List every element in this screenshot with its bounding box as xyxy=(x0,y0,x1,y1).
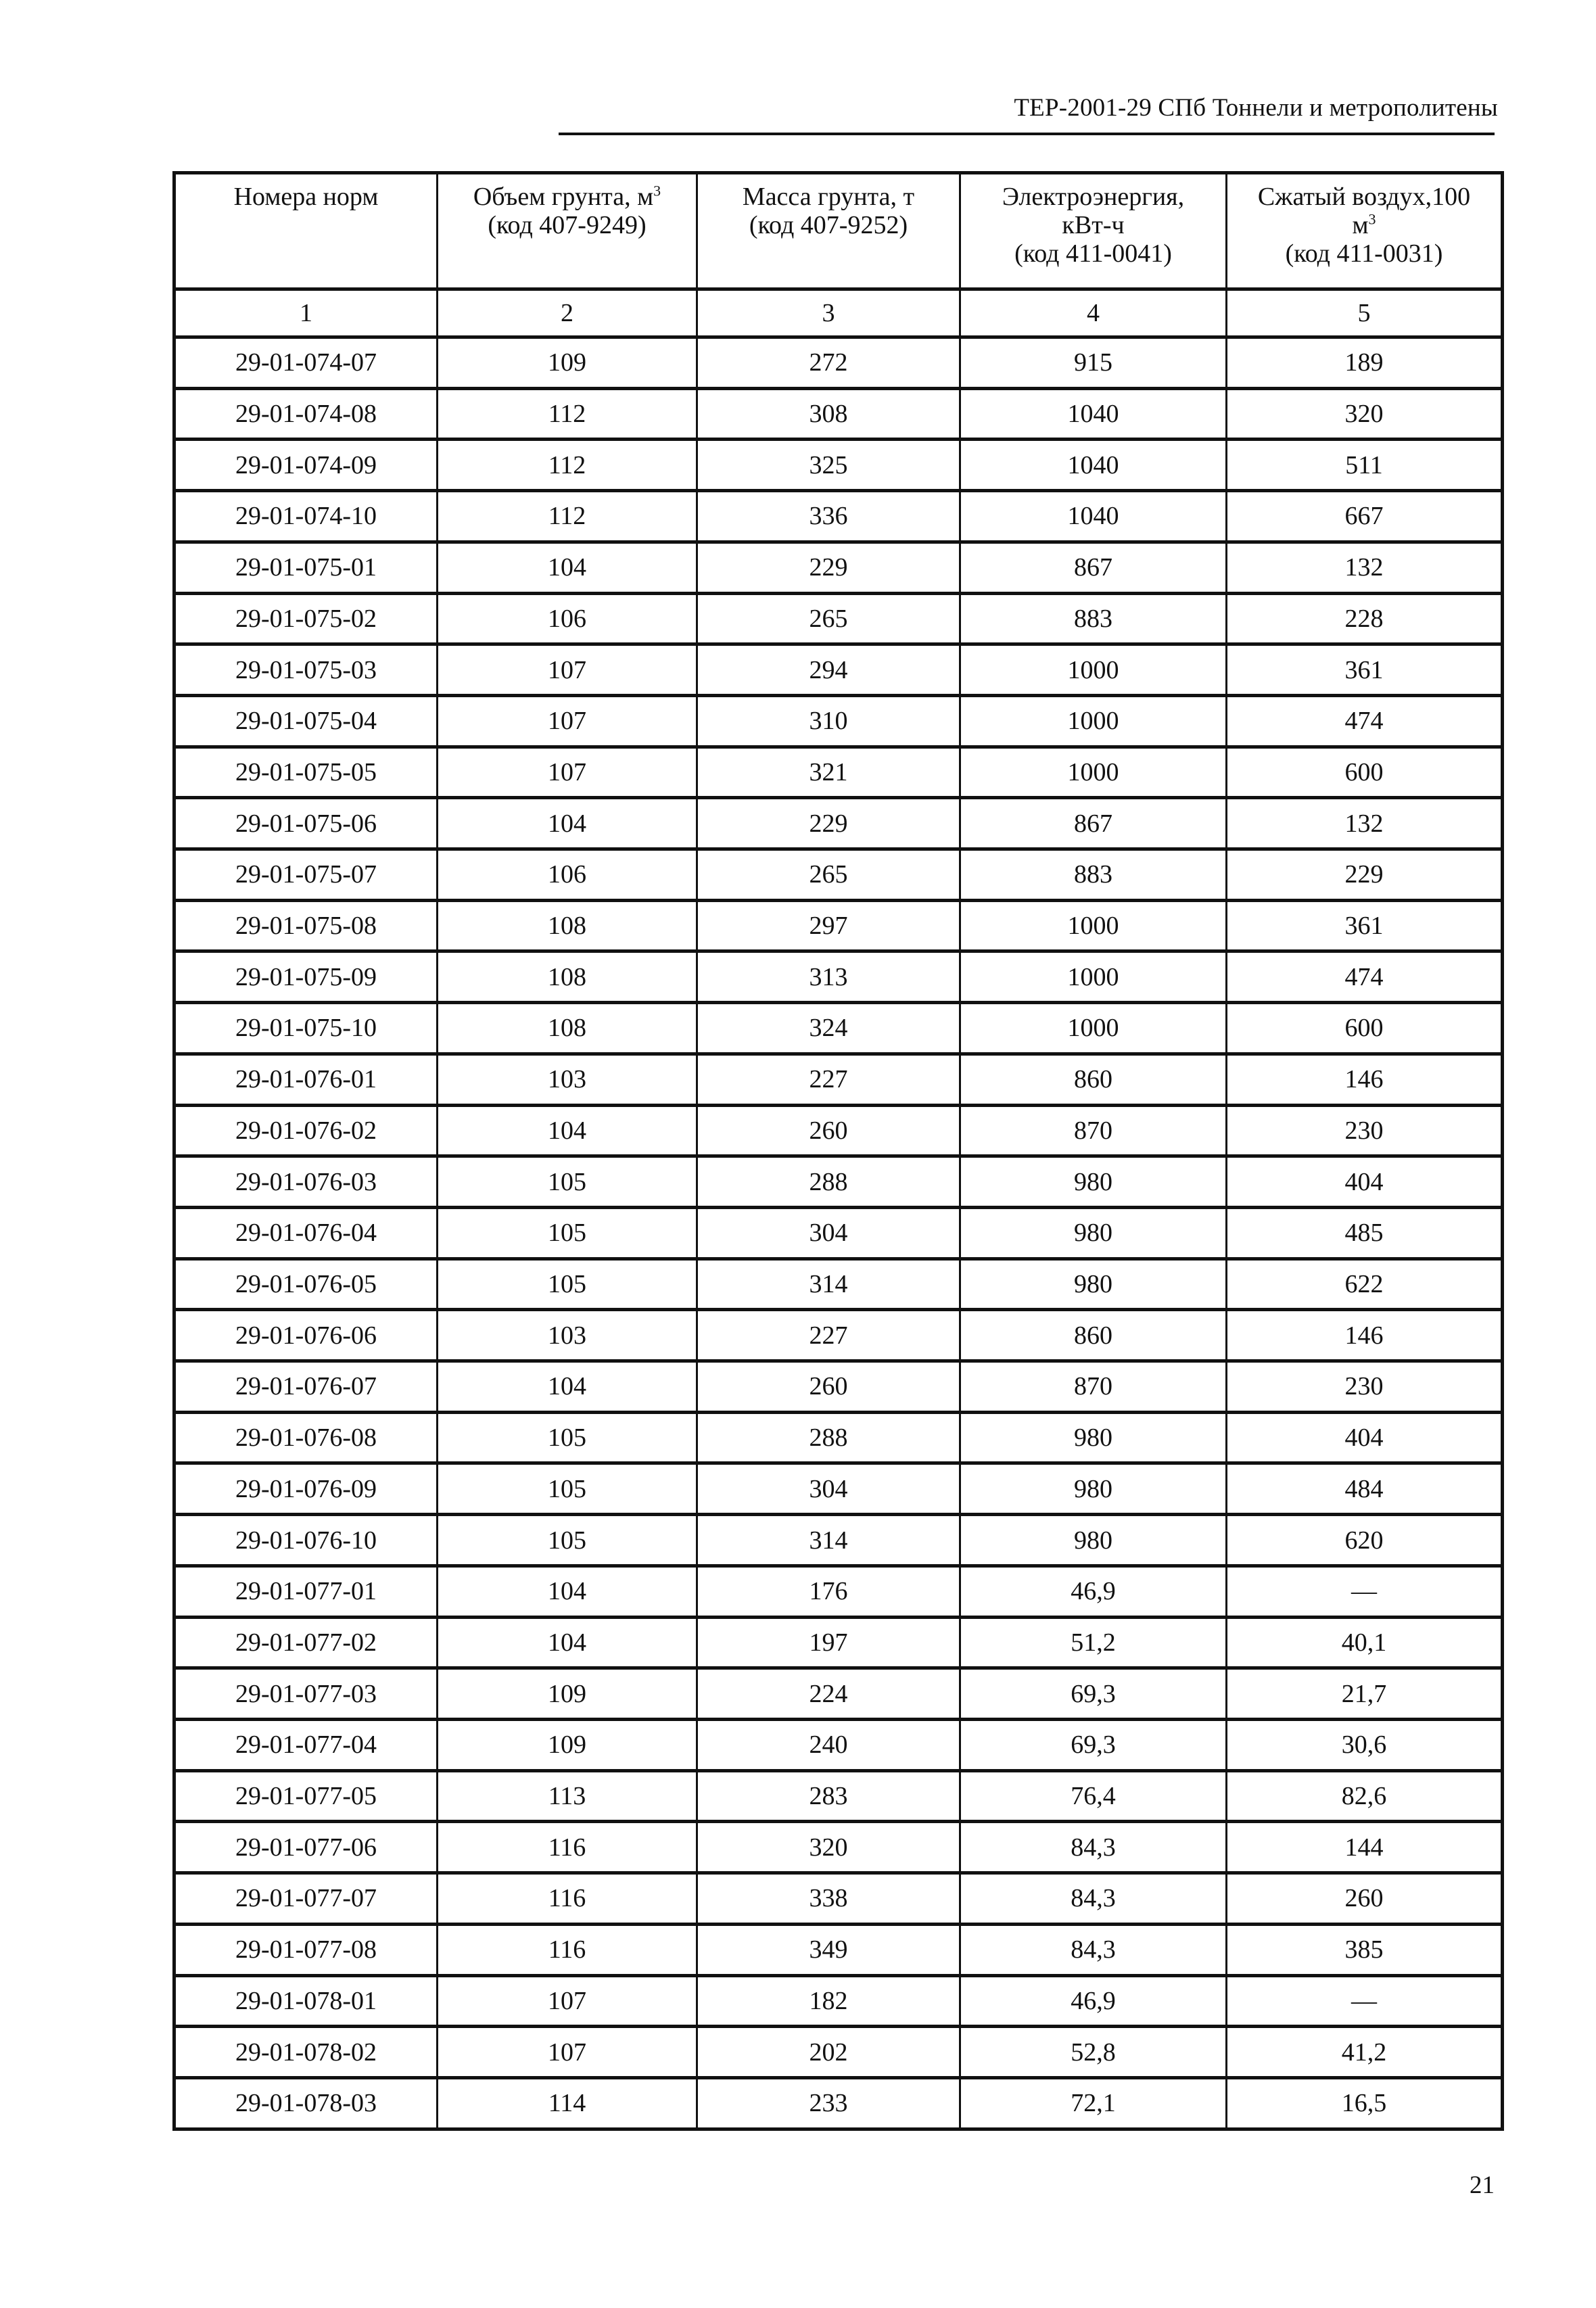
compressed-air-cell: 622 xyxy=(1227,1258,1503,1310)
soil-volume-cell: 104 xyxy=(438,1617,697,1668)
soil-mass-cell: 325 xyxy=(697,440,960,491)
norm-number-cell: 29-01-076-05 xyxy=(174,1258,438,1310)
column-number: 2 xyxy=(438,289,697,337)
soil-volume-cell: 116 xyxy=(438,1924,697,1975)
norm-number-cell: 29-01-078-03 xyxy=(174,2077,438,2129)
column-number: 5 xyxy=(1227,289,1503,337)
compressed-air-cell: 485 xyxy=(1227,1207,1503,1258)
soil-mass-cell: 229 xyxy=(697,798,960,849)
table-row xyxy=(174,1565,1503,1617)
soil-mass-cell: 314 xyxy=(697,1515,960,1566)
compressed-air-cell: 667 xyxy=(1227,491,1503,542)
soil-mass-cell: 224 xyxy=(697,1668,960,1720)
table-row xyxy=(174,337,1503,389)
table-row xyxy=(174,644,1503,696)
compressed-air-cell: 474 xyxy=(1227,695,1503,747)
compressed-air-cell: 484 xyxy=(1227,1463,1503,1515)
compressed-air-cell: 600 xyxy=(1227,1003,1503,1054)
norm-number-cell: 29-01-077-05 xyxy=(174,1770,438,1822)
norm-number-cell: 29-01-076-09 xyxy=(174,1463,438,1515)
electricity-cell: 84,3 xyxy=(960,1873,1227,1925)
norm-number-cell: 29-01-076-02 xyxy=(174,1105,438,1156)
compressed-air-cell: 230 xyxy=(1227,1361,1503,1413)
table-row xyxy=(174,1822,1503,1873)
electricity-cell: 980 xyxy=(960,1207,1227,1258)
soil-mass-cell: 265 xyxy=(697,849,960,901)
electricity-cell: 1000 xyxy=(960,644,1227,696)
compressed-air-cell: 228 xyxy=(1227,593,1503,644)
soil-volume-cell: 109 xyxy=(438,1719,697,1770)
table-row xyxy=(174,1975,1503,2027)
table-row xyxy=(174,491,1503,542)
electricity-cell: 870 xyxy=(960,1361,1227,1413)
soil-mass-cell: 349 xyxy=(697,1924,960,1975)
compressed-air-cell: 229 xyxy=(1227,849,1503,901)
header-line xyxy=(438,183,696,211)
electricity-cell: 867 xyxy=(960,542,1227,593)
soil-volume-cell: 104 xyxy=(438,542,697,593)
soil-mass-cell: 313 xyxy=(697,951,960,1003)
header-line: кВт-ч xyxy=(1062,211,1125,239)
soil-volume-cell: 103 xyxy=(438,1054,697,1105)
norm-number-cell: 29-01-074-09 xyxy=(174,440,438,491)
column-header-norm-numbers xyxy=(174,173,438,289)
soil-mass-cell: 320 xyxy=(697,1822,960,1873)
compressed-air-cell: 260 xyxy=(1227,1873,1503,1925)
soil-mass-cell: 260 xyxy=(697,1361,960,1413)
electricity-cell: 72,1 xyxy=(960,2077,1227,2129)
table-row xyxy=(174,1719,1503,1770)
electricity-cell: 69,3 xyxy=(960,1668,1227,1720)
table-row xyxy=(174,900,1503,951)
electricity-cell: 84,3 xyxy=(960,1924,1227,1975)
table-row xyxy=(174,1412,1503,1463)
soil-mass-cell: 265 xyxy=(697,593,960,644)
electricity-cell: 1040 xyxy=(960,491,1227,542)
table-row xyxy=(174,849,1503,901)
compressed-air-cell: 320 xyxy=(1227,388,1503,440)
norm-number-cell: 29-01-075-04 xyxy=(174,695,438,747)
soil-volume-cell: 107 xyxy=(438,1975,697,2027)
soil-volume-cell: 107 xyxy=(438,644,697,696)
electricity-cell: 883 xyxy=(960,849,1227,901)
norm-number-cell: 29-01-076-04 xyxy=(174,1207,438,1258)
soil-mass-cell: 297 xyxy=(697,900,960,951)
soil-volume-cell: 114 xyxy=(438,2077,697,2129)
table-row xyxy=(174,1207,1503,1258)
header-rule xyxy=(559,133,1495,135)
soil-volume-cell: 106 xyxy=(438,593,697,644)
compressed-air-cell: 144 xyxy=(1227,1822,1503,1873)
norm-number-cell: 29-01-076-01 xyxy=(174,1054,438,1105)
soil-volume-cell: 105 xyxy=(438,1412,697,1463)
norm-number-cell: 29-01-075-09 xyxy=(174,951,438,1003)
table-row xyxy=(174,747,1503,798)
compressed-air-cell: 361 xyxy=(1227,644,1503,696)
soil-mass-cell: 314 xyxy=(697,1258,960,1310)
soil-volume-cell: 108 xyxy=(438,951,697,1003)
header-line: Масса грунта, т xyxy=(742,183,915,211)
column-number: 3 xyxy=(697,289,960,337)
electricity-cell: 883 xyxy=(960,593,1227,644)
electricity-cell: 980 xyxy=(960,1463,1227,1515)
soil-mass-cell: 336 xyxy=(697,491,960,542)
column-number-row xyxy=(174,289,1503,337)
norm-number-cell: 29-01-074-10 xyxy=(174,491,438,542)
soil-mass-cell: 233 xyxy=(697,2077,960,2129)
column-header-compressed-air xyxy=(1227,173,1503,289)
norm-number-cell: 29-01-077-03 xyxy=(174,1668,438,1720)
norm-number-cell: 29-01-074-07 xyxy=(174,337,438,389)
column-header-soil-volume xyxy=(438,173,697,289)
electricity-cell: 980 xyxy=(960,1412,1227,1463)
compressed-air-cell: 21,7 xyxy=(1227,1668,1503,1720)
electricity-cell: 1000 xyxy=(960,900,1227,951)
column-header-electricity xyxy=(960,173,1227,289)
electricity-cell: 46,9 xyxy=(960,1565,1227,1617)
table-row xyxy=(174,440,1503,491)
soil-volume-cell: 116 xyxy=(438,1822,697,1873)
norm-number-cell: 29-01-078-01 xyxy=(174,1975,438,2027)
soil-volume-cell: 113 xyxy=(438,1770,697,1822)
table-row xyxy=(174,1361,1503,1413)
soil-mass-cell: 260 xyxy=(697,1105,960,1156)
soil-volume-cell: 108 xyxy=(438,1003,697,1054)
electricity-cell: 1040 xyxy=(960,440,1227,491)
table-row xyxy=(174,798,1503,849)
electricity-cell: 76,4 xyxy=(960,1770,1227,1822)
table-row xyxy=(174,1003,1503,1054)
soil-volume-cell: 104 xyxy=(438,798,697,849)
header-text: Объем грунта, м xyxy=(473,183,654,211)
table-row xyxy=(174,593,1503,644)
electricity-cell: 980 xyxy=(960,1258,1227,1310)
header-line xyxy=(1227,211,1501,239)
compressed-air-cell: 146 xyxy=(1227,1310,1503,1361)
soil-mass-cell: 197 xyxy=(697,1617,960,1668)
electricity-cell: 860 xyxy=(960,1054,1227,1105)
compressed-air-cell: 474 xyxy=(1227,951,1503,1003)
table-row xyxy=(174,1515,1503,1566)
norm-number-cell: 29-01-076-07 xyxy=(174,1361,438,1413)
table-row xyxy=(174,1873,1503,1925)
soil-volume-cell: 109 xyxy=(438,1668,697,1720)
norm-number-cell: 29-01-075-08 xyxy=(174,900,438,951)
table-row xyxy=(174,388,1503,440)
norm-number-cell: 29-01-075-02 xyxy=(174,593,438,644)
header-line: Сжатый воздух,100 xyxy=(1257,183,1471,211)
table-row xyxy=(174,951,1503,1003)
soil-volume-cell: 107 xyxy=(438,2027,697,2078)
table-row xyxy=(174,1310,1503,1361)
compressed-air-cell: 41,2 xyxy=(1227,2027,1503,2078)
column-number: 4 xyxy=(960,289,1227,337)
soil-mass-cell: 310 xyxy=(697,695,960,747)
electricity-cell: 69,3 xyxy=(960,1719,1227,1770)
electricity-cell: 52,8 xyxy=(960,2027,1227,2078)
norm-number-cell: 29-01-075-03 xyxy=(174,644,438,696)
electricity-cell: 1040 xyxy=(960,388,1227,440)
table-row xyxy=(174,2027,1503,2078)
header-code: (код 407-9252) xyxy=(749,211,908,239)
soil-volume-cell: 107 xyxy=(438,695,697,747)
norm-number-cell: 29-01-076-08 xyxy=(174,1412,438,1463)
column-header-soil-mass xyxy=(697,173,960,289)
table-row xyxy=(174,1054,1503,1105)
soil-volume-cell: 109 xyxy=(438,337,697,389)
electricity-cell: 84,3 xyxy=(960,1822,1227,1873)
electricity-cell: 51,2 xyxy=(960,1617,1227,1668)
soil-volume-cell: 116 xyxy=(438,1873,697,1925)
compressed-air-cell: 132 xyxy=(1227,798,1503,849)
soil-mass-cell: 227 xyxy=(697,1310,960,1361)
superscript: 3 xyxy=(653,182,661,199)
table-row xyxy=(174,2077,1503,2129)
table-header-row xyxy=(174,173,1503,289)
compressed-air-cell: 16,5 xyxy=(1227,2077,1503,2129)
norm-number-cell: 29-01-075-01 xyxy=(174,542,438,593)
norm-number-cell: 29-01-075-10 xyxy=(174,1003,438,1054)
electricity-cell: 980 xyxy=(960,1515,1227,1566)
soil-volume-cell: 103 xyxy=(438,1310,697,1361)
soil-mass-cell: 176 xyxy=(697,1565,960,1617)
soil-mass-cell: 338 xyxy=(697,1873,960,1925)
soil-volume-cell: 104 xyxy=(438,1105,697,1156)
compressed-air-cell: 511 xyxy=(1227,440,1503,491)
compressed-air-cell: 385 xyxy=(1227,1924,1503,1975)
soil-mass-cell: 294 xyxy=(697,644,960,696)
table-row xyxy=(174,1770,1503,1822)
soil-mass-cell: 321 xyxy=(697,747,960,798)
compressed-air-cell: — xyxy=(1227,1565,1503,1617)
compressed-air-cell: 189 xyxy=(1227,337,1503,389)
norms-table xyxy=(172,171,1504,2131)
norm-number-cell: 29-01-075-05 xyxy=(174,747,438,798)
table-row xyxy=(174,695,1503,747)
compressed-air-cell: 230 xyxy=(1227,1105,1503,1156)
electricity-cell: 870 xyxy=(960,1105,1227,1156)
header-text: м xyxy=(1352,211,1369,239)
header-line: Номера норм xyxy=(233,183,379,211)
soil-mass-cell: 272 xyxy=(697,337,960,389)
table-row xyxy=(174,1105,1503,1156)
norm-number-cell: 29-01-076-03 xyxy=(174,1156,438,1208)
header-code: (код 407-9249) xyxy=(488,211,647,239)
norm-number-cell: 29-01-077-06 xyxy=(174,1822,438,1873)
compressed-air-cell: 40,1 xyxy=(1227,1617,1503,1668)
norm-number-cell: 29-01-075-07 xyxy=(174,849,438,901)
table-row xyxy=(174,1668,1503,1720)
norm-number-cell: 29-01-076-06 xyxy=(174,1310,438,1361)
table-row xyxy=(174,1924,1503,1975)
electricity-cell: 980 xyxy=(960,1156,1227,1208)
soil-mass-cell: 308 xyxy=(697,388,960,440)
table-body xyxy=(174,337,1503,2129)
soil-mass-cell: 324 xyxy=(697,1003,960,1054)
compressed-air-cell: 146 xyxy=(1227,1054,1503,1105)
soil-volume-cell: 106 xyxy=(438,849,697,901)
compressed-air-cell: 30,6 xyxy=(1227,1719,1503,1770)
norm-number-cell: 29-01-077-08 xyxy=(174,1924,438,1975)
norm-number-cell: 29-01-077-02 xyxy=(174,1617,438,1668)
table-row xyxy=(174,1617,1503,1668)
soil-mass-cell: 202 xyxy=(697,2027,960,2078)
soil-mass-cell: 304 xyxy=(697,1207,960,1258)
compressed-air-cell: 404 xyxy=(1227,1412,1503,1463)
soil-volume-cell: 105 xyxy=(438,1258,697,1310)
document-header-title: ТЕР-2001-29 СПб Тоннели и метрополитены xyxy=(1014,94,1498,122)
soil-mass-cell: 229 xyxy=(697,542,960,593)
compressed-air-cell: 404 xyxy=(1227,1156,1503,1208)
soil-mass-cell: 288 xyxy=(697,1412,960,1463)
soil-volume-cell: 105 xyxy=(438,1156,697,1208)
soil-volume-cell: 105 xyxy=(438,1463,697,1515)
soil-mass-cell: 304 xyxy=(697,1463,960,1515)
compressed-air-cell: 82,6 xyxy=(1227,1770,1503,1822)
superscript: 3 xyxy=(1368,210,1376,228)
electricity-cell: 1000 xyxy=(960,695,1227,747)
norm-number-cell: 29-01-077-01 xyxy=(174,1565,438,1617)
soil-mass-cell: 288 xyxy=(697,1156,960,1208)
electricity-cell: 1000 xyxy=(960,747,1227,798)
electricity-cell: 867 xyxy=(960,798,1227,849)
norm-number-cell: 29-01-078-02 xyxy=(174,2027,438,2078)
soil-volume-cell: 104 xyxy=(438,1565,697,1617)
electricity-cell: 915 xyxy=(960,337,1227,389)
electricity-cell: 1000 xyxy=(960,1003,1227,1054)
compressed-air-cell: 620 xyxy=(1227,1515,1503,1566)
soil-volume-cell: 108 xyxy=(438,900,697,951)
soil-mass-cell: 182 xyxy=(697,1975,960,2027)
norm-number-cell: 29-01-077-07 xyxy=(174,1873,438,1925)
soil-mass-cell: 227 xyxy=(697,1054,960,1105)
compressed-air-cell: 361 xyxy=(1227,900,1503,951)
electricity-cell: 1000 xyxy=(960,951,1227,1003)
header-line: Электроэнергия, xyxy=(1002,183,1185,211)
soil-volume-cell: 104 xyxy=(438,1361,697,1413)
norm-number-cell: 29-01-076-10 xyxy=(174,1515,438,1566)
header-code: (код 411-0031) xyxy=(1285,239,1443,268)
compressed-air-cell: — xyxy=(1227,1975,1503,2027)
norm-number-cell: 29-01-075-06 xyxy=(174,798,438,849)
norm-number-cell: 29-01-077-04 xyxy=(174,1719,438,1770)
electricity-cell: 46,9 xyxy=(960,1975,1227,2027)
table-row xyxy=(174,1156,1503,1208)
soil-volume-cell: 107 xyxy=(438,747,697,798)
table-row xyxy=(174,542,1503,593)
soil-volume-cell: 112 xyxy=(438,491,697,542)
soil-volume-cell: 105 xyxy=(438,1515,697,1566)
electricity-cell: 860 xyxy=(960,1310,1227,1361)
norm-number-cell: 29-01-074-08 xyxy=(174,388,438,440)
column-number: 1 xyxy=(174,289,438,337)
soil-volume-cell: 105 xyxy=(438,1207,697,1258)
soil-mass-cell: 283 xyxy=(697,1770,960,1822)
table-row xyxy=(174,1258,1503,1310)
soil-volume-cell: 112 xyxy=(438,388,697,440)
compressed-air-cell: 600 xyxy=(1227,747,1503,798)
soil-mass-cell: 240 xyxy=(697,1719,960,1770)
compressed-air-cell: 132 xyxy=(1227,542,1503,593)
soil-volume-cell: 112 xyxy=(438,440,697,491)
header-code: (код 411-0041) xyxy=(1014,239,1172,268)
page-number: 21 xyxy=(1470,2171,1495,2199)
table-row xyxy=(174,1463,1503,1515)
